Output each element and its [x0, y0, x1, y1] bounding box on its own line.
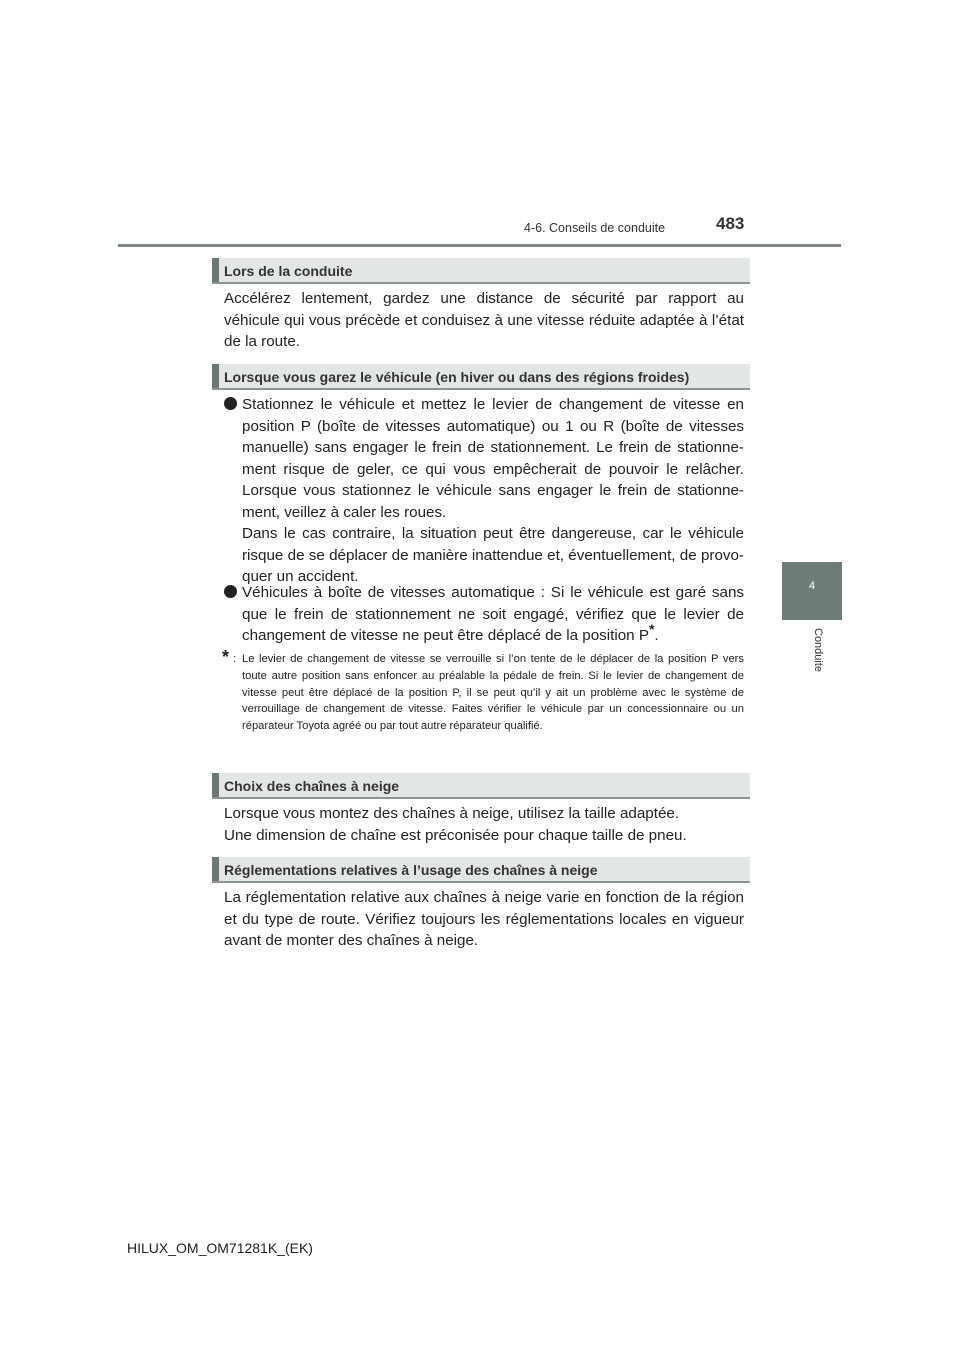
bullet-end: .: [654, 627, 659, 644]
heading-accent-bar: [212, 364, 219, 388]
paragraph-line: Une dimension de chaîne est préconisée pour chaque taille de pneu.: [224, 826, 687, 844]
bullet-text: Stationnez le véhicule et mettez le levier de changement de vitesse en position P (boîte de vitesses automatique) ou 1 ou R (boîte de vitesses manuelle) sans engager le frein de stationnement. Le frein de stationne-ment risque de geler, ce qui vous empêcherait de pouvoir le relâcher. Lorsque vous stationnez le véhicule sans engager le frein de stationne-ment, veillez à caler les roues.: [242, 396, 744, 521]
section-heading-reglementations: [212, 857, 750, 883]
heading-accent-bar: [212, 857, 219, 881]
chapter-tab[interactable]: [782, 562, 842, 620]
section-title: Réglementations relatives à l’usage des chaînes à neige: [224, 862, 598, 878]
section-title: Lors de la conduite: [224, 263, 353, 279]
section-heading-garez: [212, 364, 750, 390]
section-heading-lors-conduite: [212, 258, 750, 284]
paragraph-choix-chaines: [224, 803, 744, 846]
footnote-marker: *: [648, 620, 655, 637]
chapter-label: Conduite: [812, 628, 824, 673]
section-title: Choix des chaînes à neige: [224, 778, 400, 794]
heading-accent-bar: [212, 773, 219, 797]
bullet-dot-icon: [224, 585, 237, 598]
chapter-number: 4: [808, 580, 816, 592]
paragraph-line: Lorsque vous montez des chaînes à neige, utilisez la taille adaptée.: [224, 805, 680, 822]
bullet-item-stationnez: [224, 394, 744, 588]
section-title: Lorsque vous garez le véhicule (en hiver ou dans des régions froides): [224, 369, 690, 385]
document-code: HILUX_OM_OM71281K_(EK): [127, 1240, 313, 1256]
page-number: 483: [716, 214, 745, 233]
footnote-colon: :: [233, 653, 237, 665]
paragraph-lors-conduite: Accélérez lentement, gardez une distance de sécurité par rapport au véhicule qui vous précède et conduisez à une vitesse réduite adaptée à l’état de la route.: [224, 290, 744, 350]
bullet-text: Véhicules à boîte de vitesses automatique : Si le véhicule est garé sans que le frein de stationnement ne soit engagé, vérifiez que le levier de changement de vitesse ne peut être déplacé de la position P: [242, 584, 744, 644]
bullet-dot-icon: [224, 397, 237, 410]
bullet-continuation: Dans le cas contraire, la situation peut être dangereuse, car le véhicule risque de se déplacer de manière inattendue et, éventuellement, de provo-quer un accident.: [242, 525, 744, 585]
footnote-star: *: [222, 647, 230, 667]
footnote: [222, 647, 744, 735]
bullet-item-boite-auto: [224, 582, 744, 647]
footnote-text: Le levier de changement de vitesse se verrouille si l’on tente de le déplacer de la position P vers toute autre position sans enfoncer au préalable la pédale de frein. Si le levier de changement de vitesse peut être déplacé de la position P, il se peut qu’il y ait un problème avec le système de verrouillage de changement de vitesse. Faites vérifier le véhicule par un concessionnaire ou un réparateur Toyota agréé ou par tout autre réparateur qualifié.: [242, 653, 744, 733]
section-heading-choix-chaines: [212, 773, 750, 799]
header-divider: [118, 244, 841, 247]
header-section-title: 4-6. Conseils de conduite: [524, 221, 666, 235]
heading-accent-bar: [212, 258, 219, 282]
paragraph-reglementations: La réglementation relative aux chaînes à neige varie en fonction de la région et du type de route. Vérifiez toujours les réglementations locales en vigueur avant de monter des chaînes à neige.: [224, 889, 744, 949]
